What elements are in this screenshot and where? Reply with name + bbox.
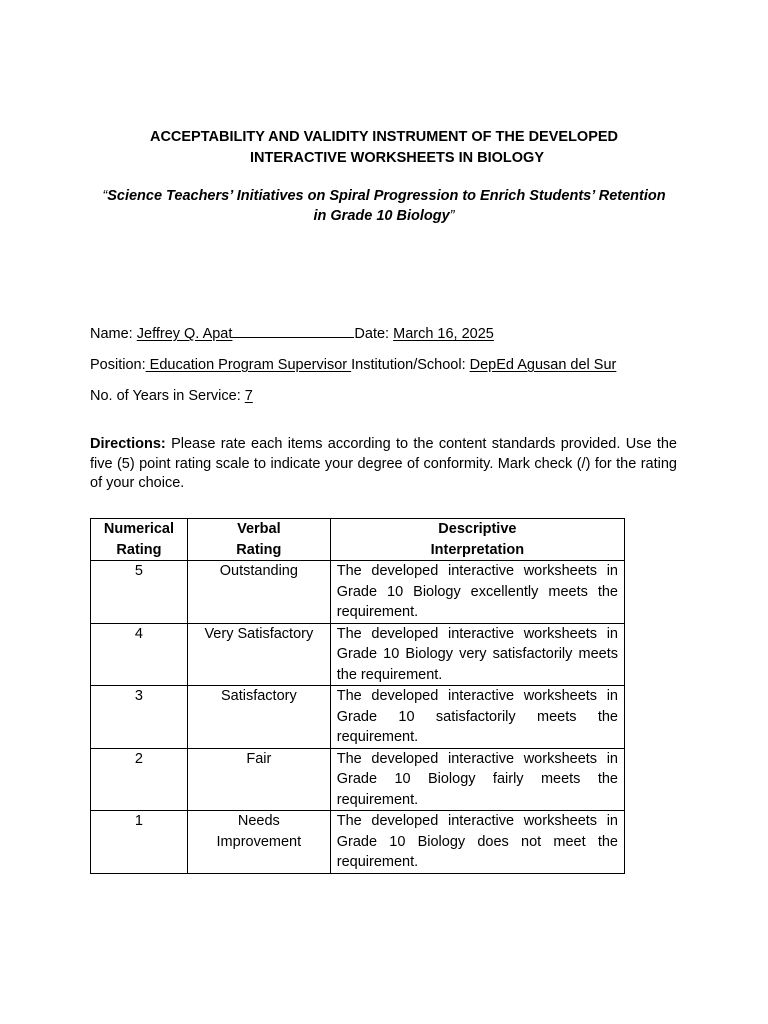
date-label: Date:: [354, 326, 390, 342]
years-label: No. of Years in Service:: [90, 388, 241, 404]
header-numerical-rating: [91, 519, 188, 561]
numerical-rating-cell: 1: [91, 811, 188, 874]
rating-scale-table: [90, 518, 625, 874]
verbal-rating-cell: Very Satisfactory: [187, 623, 330, 686]
descriptive-interpretation-cell: The developed interactive worksheets in Grade 10 Biology fairly meets the requirement.: [330, 748, 624, 811]
header-descriptive-interpretation: [330, 519, 624, 561]
directions-paragraph: [90, 435, 677, 494]
position-label: Position:: [90, 357, 146, 373]
numerical-rating-cell: 4: [91, 623, 188, 686]
position-institution-row: [90, 355, 690, 375]
verbal-rating-cell: Fair: [187, 748, 330, 811]
document-subtitle: [90, 186, 678, 226]
name-blank-line: [232, 324, 354, 338]
verbal-rating-cell: Needs Improvement: [187, 811, 330, 874]
table-row: [91, 623, 625, 686]
descriptive-interpretation-cell: The developed interactive worksheets in Grade 10 Biology does not meet the requirement.: [330, 811, 624, 874]
subtitle-line-1: Science Teachers’ Initiatives on Spiral Progression to Enrich Students’ Retention: [107, 188, 666, 204]
numerical-rating-cell: 3: [91, 686, 188, 749]
header-numerical-line1: Numerical: [103, 521, 175, 537]
years-value[interactable]: 7: [244, 388, 253, 404]
header-verbal-line1: Verbal: [237, 521, 281, 537]
title-line-2: INTERACTIVE WORKSHEETS IN BIOLOGY: [249, 150, 545, 166]
verbal-rating-cell: Satisfactory: [187, 686, 330, 749]
subtitle-open-quote: “: [102, 188, 108, 204]
numerical-rating-cell: 2: [91, 748, 188, 811]
name-label: Name:: [90, 326, 133, 342]
descriptive-interpretation-cell: The developed interactive worksheets in Grade 10 Biology excellently meets the requirement.: [330, 561, 624, 624]
name-value[interactable]: Jeffrey Q. Apat: [136, 326, 233, 342]
descriptive-interpretation-cell: The developed interactive worksheets in Grade 10 satisfactorily meets the requirement.: [330, 686, 624, 749]
date-value[interactable]: March 16, 2025: [393, 326, 494, 342]
header-verbal-line2: Rating: [236, 541, 282, 558]
descriptive-interpretation-cell: The developed interactive worksheets in Grade 10 Biology very satisfactorily meets the requirement.: [330, 623, 624, 686]
header-descriptive-line1: Descriptive: [438, 521, 517, 537]
directions-text: Please rate each items according to the content standards provided. Use the five (5) point rating scale to indicate your degree of conformity. Mark check (/) for the rating of your choice.: [90, 436, 677, 492]
table-row: [91, 561, 625, 624]
subtitle-line-2: in Grade 10 Biology: [313, 208, 450, 224]
header-verbal-rating: [187, 519, 330, 561]
table-row: [91, 686, 625, 749]
subtitle-close-quote: ”: [449, 208, 455, 224]
table-row: [91, 748, 625, 811]
table-row: [91, 811, 625, 874]
table-header-row: [91, 519, 625, 561]
directions-label: Directions:: [90, 436, 166, 452]
header-numerical-line2: Rating: [116, 541, 162, 558]
institution-value[interactable]: DepEd Agusan del Sur: [469, 357, 617, 373]
position-value[interactable]: Education Program Supervisor: [145, 357, 352, 373]
name-date-row: [90, 324, 690, 344]
title-line-1: ACCEPTABILITY AND VALIDITY INSTRUMENT OF THE DEVELOPED: [149, 129, 619, 145]
verbal-rating-cell: Outstanding: [187, 561, 330, 624]
institution-label: Institution/School:: [351, 357, 466, 373]
document-title: [90, 127, 678, 169]
header-descriptive-line2: Interpretation: [430, 541, 525, 558]
years-service-row: [90, 386, 690, 406]
numerical-rating-cell: 5: [91, 561, 188, 624]
